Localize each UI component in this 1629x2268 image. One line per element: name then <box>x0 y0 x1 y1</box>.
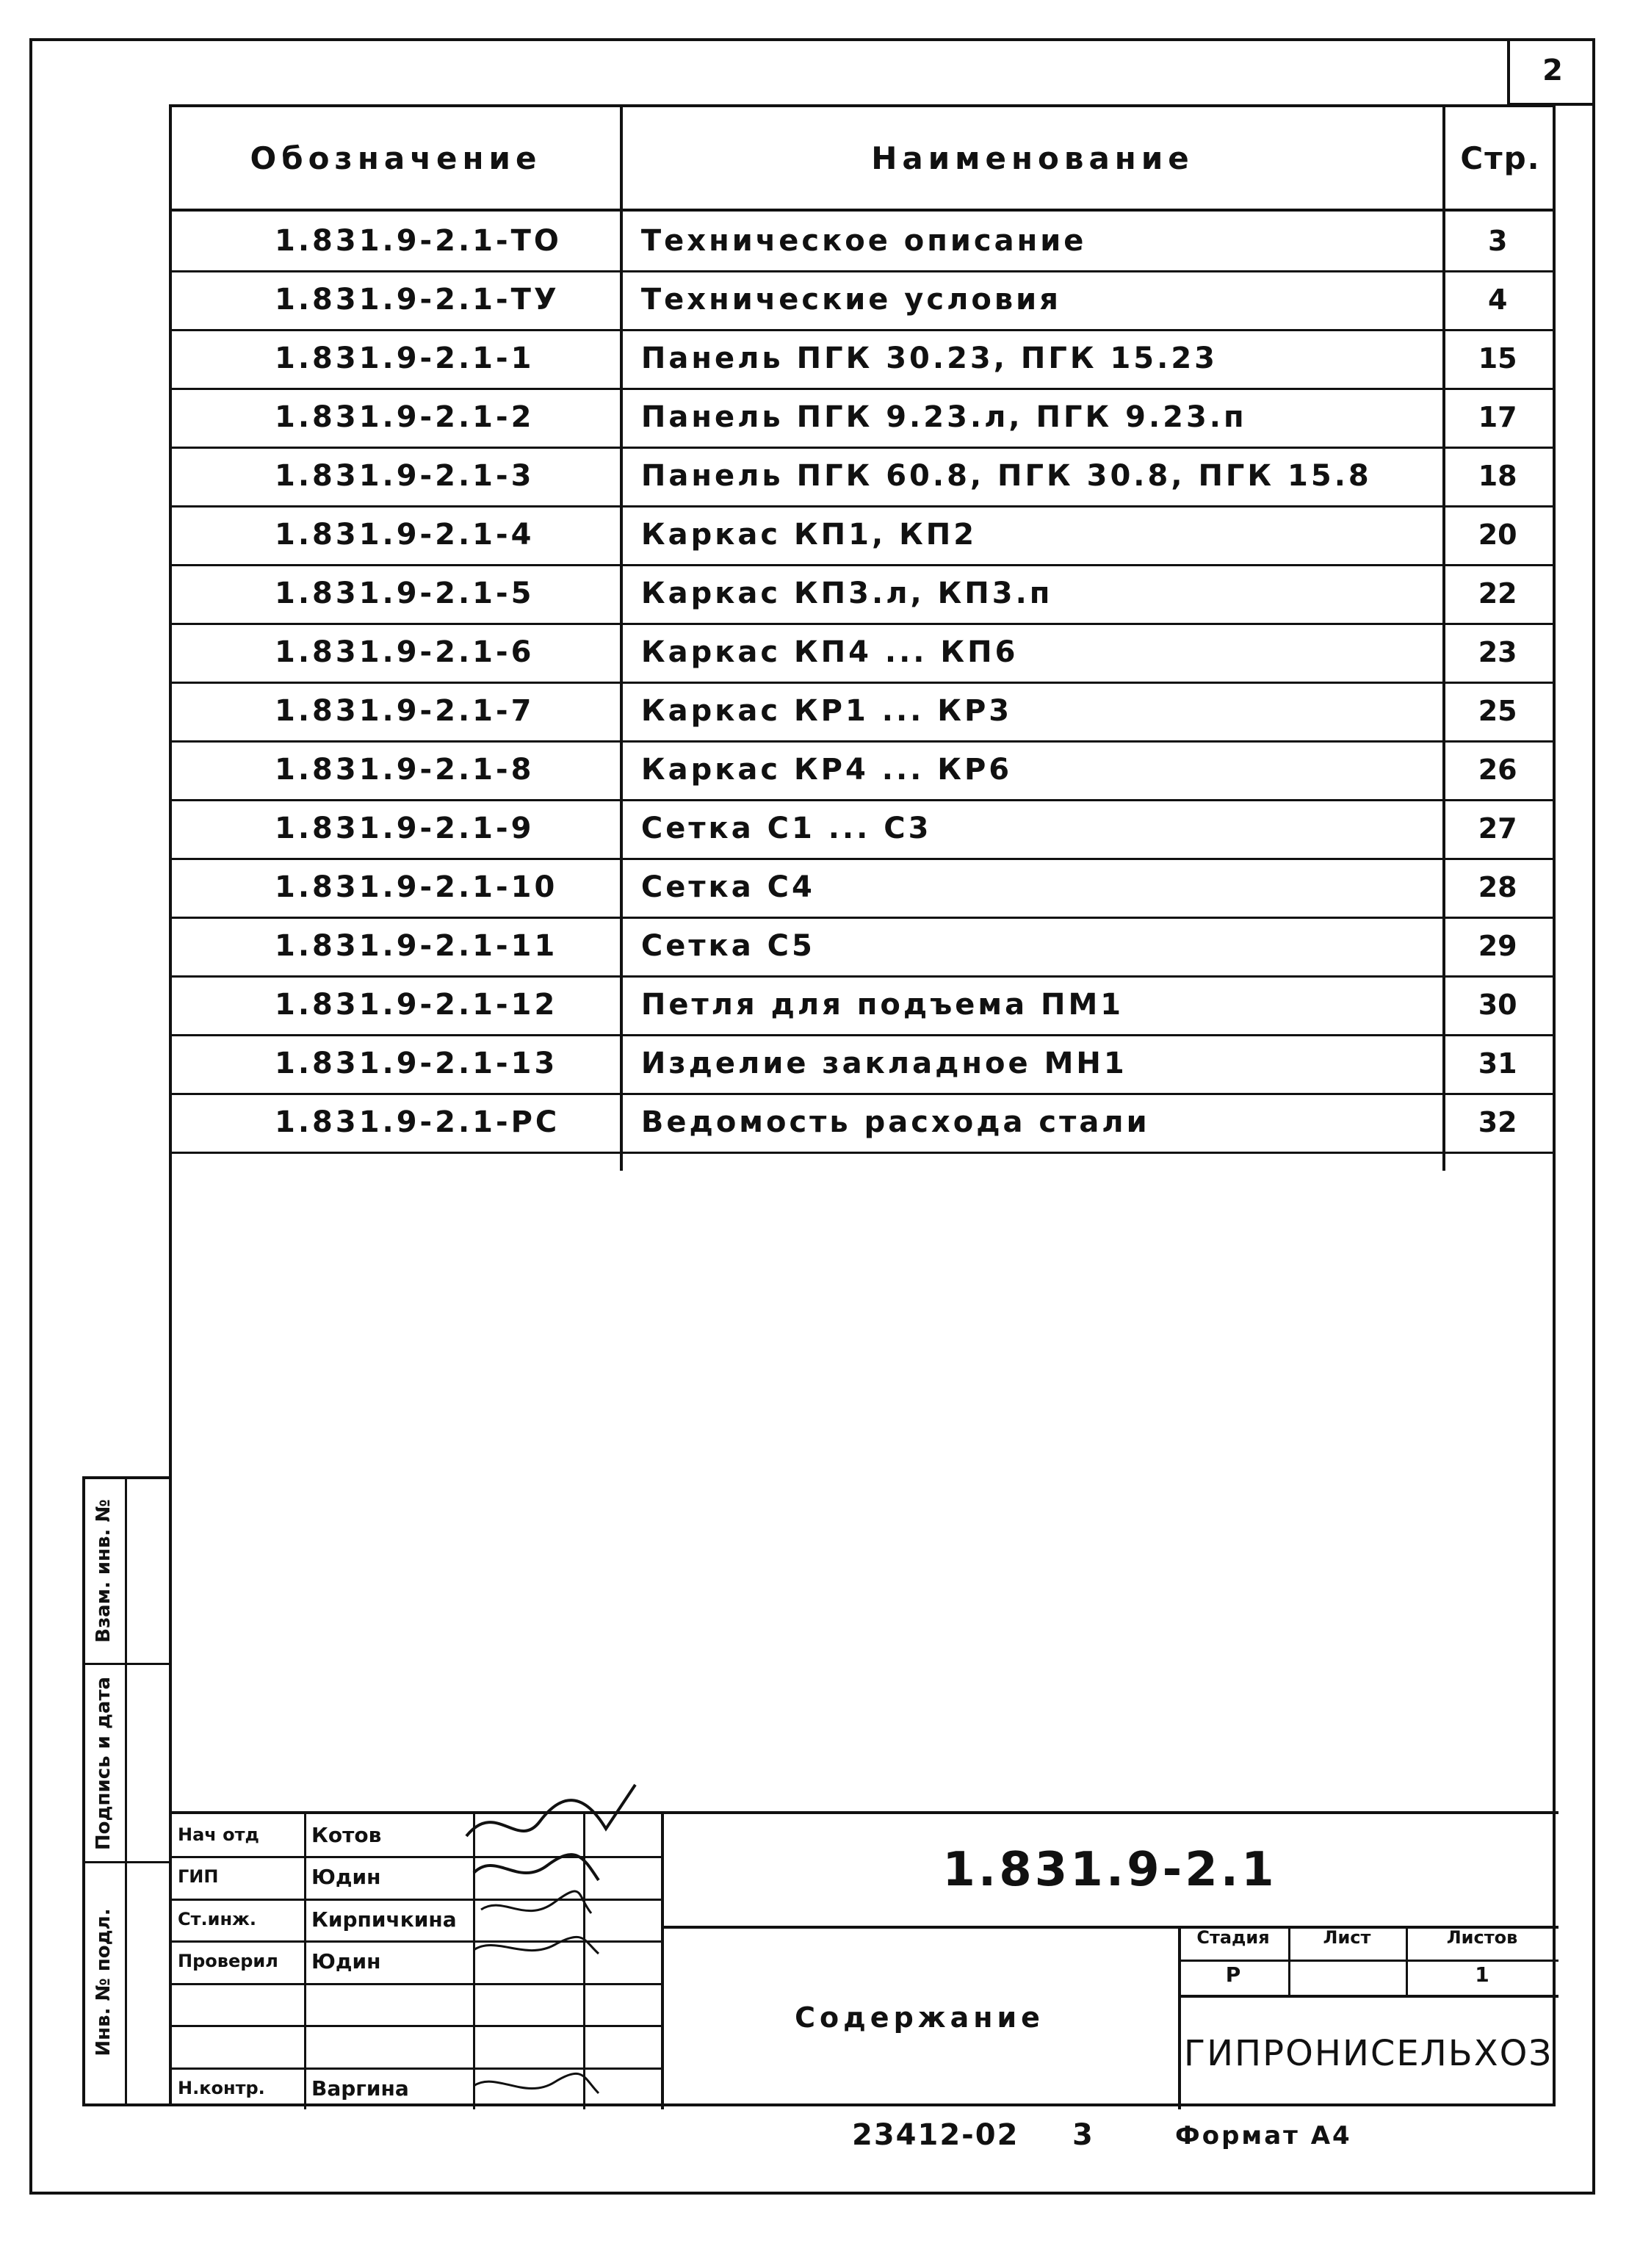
row-name: Каркас КП1, КП2 <box>640 518 978 552</box>
table-row <box>172 682 1553 740</box>
row-designation: 1.831.9-2.1-3 <box>275 459 535 493</box>
table-row <box>172 917 1553 975</box>
row-page: 27 <box>1478 812 1517 845</box>
row-page: 28 <box>1478 871 1517 903</box>
row-page: 32 <box>1478 1106 1517 1138</box>
signature-name: Варгина <box>311 2076 409 2101</box>
row-page: 15 <box>1478 342 1517 375</box>
signature-role: Нач отд <box>178 1824 259 1845</box>
table-row <box>172 799 1553 858</box>
row-page: 30 <box>1478 989 1517 1021</box>
row-name: Изделие закладное МН1 <box>640 1047 1127 1080</box>
row-name: Сетка С4 <box>640 870 815 904</box>
row-name: Ведомость расхода стали <box>640 1105 1150 1139</box>
stage-label: Стадия <box>1196 1927 1270 1948</box>
sheets-label: Листов <box>1446 1927 1518 1948</box>
row-page: 25 <box>1478 695 1517 727</box>
row-designation: 1.831.9-2.1-4 <box>275 518 535 552</box>
row-name: Техническое описание <box>640 224 1087 258</box>
row-designation: 1.831.9-2.1-8 <box>275 753 535 787</box>
document-title: Содержание <box>795 2001 1044 2034</box>
row-page: 26 <box>1478 754 1517 786</box>
row-page: 17 <box>1478 401 1517 433</box>
row-designation: 1.831.9-2.1-10 <box>275 870 558 904</box>
row-page: 23 <box>1478 636 1517 668</box>
table-row <box>172 388 1553 447</box>
row-name: Панель ПГК 60.8, ПГК 30.8, ПГК 15.8 <box>640 459 1372 493</box>
row-designation: 1.831.9-2.1-13 <box>275 1047 558 1080</box>
row-name: Петля для подъема ПМ1 <box>640 988 1124 1022</box>
signature-name: Юдин <box>311 1865 381 1889</box>
row-designation: 1.831.9-2.1-6 <box>275 635 535 669</box>
side-stamp-replacement: Взам. инв. № <box>93 1499 115 1643</box>
header-designation: Обозначение <box>250 140 542 176</box>
row-designation: 1.831.9-2.1-1 <box>275 342 535 375</box>
tb-divider-role <box>304 1814 306 2109</box>
side-stamp-divider <box>125 1479 127 2103</box>
table-row <box>172 447 1553 505</box>
row-name: Технические условия <box>640 283 1061 317</box>
row-name: Каркас КП3.л, КП3.п <box>640 577 1053 610</box>
row-page: 4 <box>1487 284 1508 316</box>
row-name: Каркас КП4 ... КП6 <box>640 635 1019 669</box>
table-row <box>172 1034 1553 1093</box>
side-stamp-inventory: Инв. № подл. <box>93 1908 115 2056</box>
table-row <box>172 623 1553 682</box>
organization: ГИПРОНИСЕЛЬХОЗ <box>1183 2033 1553 2074</box>
signature-name: Юдин <box>311 1949 381 1973</box>
row-page: 31 <box>1478 1047 1517 1080</box>
table-row <box>172 975 1553 1034</box>
sheets-value: 1 <box>1475 1962 1489 1987</box>
row-designation: 1.831.9-2.1-7 <box>275 694 535 728</box>
table-row <box>172 329 1553 388</box>
archive-number: 23412-02 <box>852 2118 1019 2152</box>
signature-role: ГИП <box>178 1866 219 1887</box>
row-name: Каркас КР4 ... КР6 <box>640 753 1013 787</box>
row-rule <box>172 1152 1553 1154</box>
row-page: 22 <box>1478 577 1517 610</box>
table-row <box>172 270 1553 329</box>
header-name: Наименование <box>871 140 1194 176</box>
row-page: 3 <box>1487 225 1508 257</box>
row-designation: 1.831.9-2.1-ТО <box>275 224 562 258</box>
row-designation: 1.831.9-2.1-ТУ <box>275 283 560 317</box>
stage-value: Р <box>1225 1962 1241 1987</box>
row-name: Сетка С5 <box>640 929 815 963</box>
signature-role: Проверил <box>178 1951 278 1971</box>
table-row <box>172 212 1553 270</box>
row-designation: 1.831.9-2.1-12 <box>275 988 558 1022</box>
row-designation: 1.831.9-2.1-5 <box>275 577 535 610</box>
sheet-label: Лист <box>1323 1927 1371 1948</box>
row-page: 20 <box>1478 519 1517 551</box>
row-designation: 1.831.9-2.1-9 <box>275 812 535 845</box>
footer-page-number: 3 <box>1072 2118 1093 2152</box>
row-designation: 1.831.9-2.1-11 <box>275 929 558 963</box>
signature-name: Кирпичкина <box>311 1907 457 1932</box>
row-designation: 1.831.9-2.1-2 <box>275 400 535 434</box>
row-name: Панель ПГК 9.23.л, ПГК 9.23.п <box>640 400 1247 434</box>
table-row <box>172 740 1553 799</box>
paper-format: Формат А4 <box>1175 2121 1352 2150</box>
handwritten-signatures <box>452 1777 657 2115</box>
sheet-number: 2 <box>1507 38 1595 106</box>
signature-role: Н.контр. <box>178 2078 265 2098</box>
table-row <box>172 505 1553 564</box>
title-block <box>172 1811 1558 2106</box>
header-page: Стр. <box>1460 140 1541 176</box>
row-page: 29 <box>1478 930 1517 962</box>
contents-table <box>169 104 1556 2106</box>
tb-stage-rule-1 <box>1178 1960 1558 1962</box>
side-stamp-signature-date: Подпись и дата <box>93 1676 115 1851</box>
signature-name: Котов <box>311 1823 382 1847</box>
row-name: Сетка С1 ... С3 <box>640 812 932 845</box>
signature-role: Ст.инж. <box>178 1909 257 1929</box>
table-row <box>172 1093 1553 1152</box>
table-row <box>172 858 1553 917</box>
side-stamp <box>82 1476 169 2106</box>
row-name: Каркас КР1 ... КР3 <box>640 694 1013 728</box>
row-name: Панель ПГК 30.23, ПГК 15.23 <box>640 342 1218 375</box>
row-page: 18 <box>1478 460 1517 492</box>
table-row <box>172 564 1553 623</box>
row-designation: 1.831.9-2.1-РС <box>275 1105 560 1139</box>
document-code: 1.831.9-2.1 <box>942 1843 1277 1897</box>
